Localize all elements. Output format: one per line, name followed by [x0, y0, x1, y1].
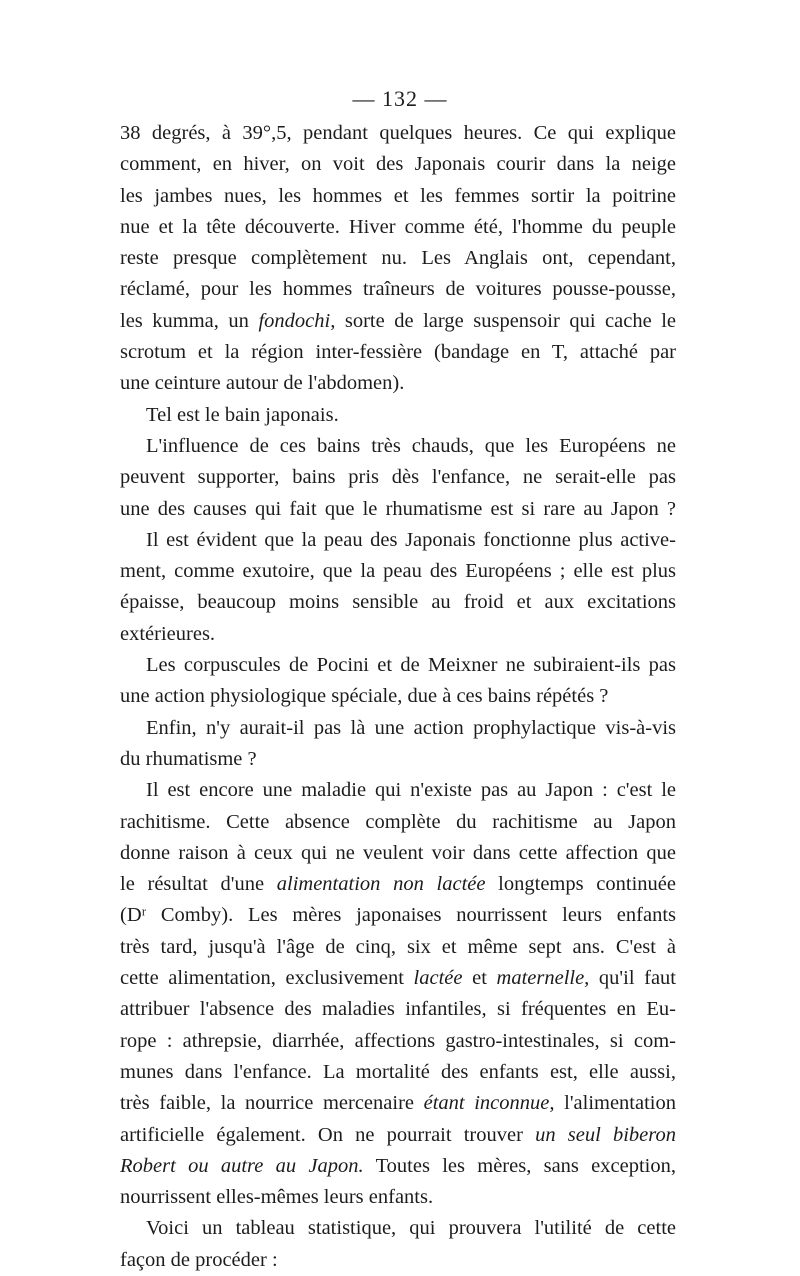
text-line: Les corpuscules de Pocini et de Meixner ne subiraient-ils pas	[146, 654, 676, 677]
text-line: 38 degrés, à 39°,5, pendant quelques heures. Ce qui explique	[120, 122, 676, 144]
text-line: une action physiologique spéciale, due à ces bains répétés ?	[120, 685, 609, 708]
text-line	[120, 1151, 676, 1182]
text-run: l'alimentation	[554, 1092, 676, 1115]
text-line: nourrissent elles-mêmes leurs enfants.	[120, 1186, 434, 1209]
text-run: sorte de large suspensoir qui cache le	[335, 309, 676, 332]
text-line: façon de procéder :	[120, 1248, 278, 1271]
italic-phrase: maternelle,	[496, 967, 590, 990]
text-line: ment, comme exutoire, que la peau des Européens ; elle est plus	[120, 560, 676, 583]
body-text	[120, 118, 676, 1276]
text-run: qu'il faut	[589, 967, 676, 990]
italic-phrase: étant inconnue,	[423, 1092, 555, 1115]
text-line: du rhumatisme ?	[120, 747, 257, 770]
text-line: une ceinture autour de l'abdomen).	[120, 372, 405, 395]
text-line: munes dans l'enfance. La mortalité des enfants est, elle aussi,	[120, 1060, 676, 1083]
italic-phrase: alimentation non lactée	[276, 873, 486, 896]
text-line: donne raison à ceux qui ne veulent voir dans cette affection que	[120, 841, 676, 864]
text-line: Il est encore une maladie qui n'existe pas au Japon : c'est le	[146, 779, 676, 802]
text-line: réclamé, pour les hommes traîneurs de voitures pousse-pousse,	[120, 278, 676, 301]
text-line: attribuer l'absence des maladies infantiles, si fréquentes en Eu-	[120, 998, 676, 1021]
text-run: très faible, la nourrice mercenaire	[120, 1092, 424, 1115]
text-line: rope : athrepsie, diarrhée, affections gastro-intestinales, si com-	[120, 1029, 676, 1052]
italic-phrase: un seul biberon	[535, 1123, 676, 1146]
text-line: Il est évident que la peau des Japonais fonctionne plus active-	[146, 528, 676, 551]
text-line: (Dʳ Comby). Les mères japonaises nourrissent leurs enfants	[120, 904, 676, 927]
italic-phrase: Robert ou autre au Japon.	[120, 1154, 364, 1177]
text-run: cette alimentation, exclusivement	[120, 967, 414, 990]
text-line: reste presque complètement nu. Les Anglais ont, cependant,	[120, 247, 676, 270]
text-line: comment, en hiver, on voit des Japonais courir dans la neige	[120, 153, 676, 176]
text-line: les jambes nues, les hommes et les femmes sortir la poitrine	[120, 184, 676, 207]
text-line	[120, 1120, 676, 1151]
text-line: extérieures.	[120, 622, 216, 645]
text-run: le résultat d'une	[120, 873, 277, 896]
text-line: L'influence de ces bains très chauds, que les Européens ne	[146, 434, 676, 457]
text-line: nue et la tête découverte. Hiver comme été, l'homme du peuple	[120, 215, 676, 238]
text-line	[120, 869, 676, 900]
text-line	[120, 963, 676, 994]
text-line: scrotum et la région inter-fessière (bandage en T, attaché par	[120, 341, 676, 364]
text-line: Tel est le bain japonais.	[146, 403, 339, 426]
text-line	[120, 306, 676, 337]
text-run: Toutes les mères, sans exception,	[363, 1154, 676, 1177]
page-number: — 132 —	[352, 86, 448, 111]
text-line: Voici un tableau statistique, qui prouvera l'utilité de cette	[146, 1217, 676, 1240]
text-line	[120, 1088, 676, 1119]
text-line: rachitisme. Cette absence complète du rachitisme au Japon	[120, 810, 676, 833]
text-line: peuvent supporter, bains pris dès l'enfance, ne serait-elle pas	[120, 466, 676, 489]
text-run: les kumma, un	[120, 309, 259, 332]
italic-phrase: lactée	[413, 967, 463, 990]
text-run: artificielle également. On ne pourrait trouver	[120, 1123, 536, 1146]
text-line: Enfin, n'y aurait-il pas là une action prophylactique vis-à-vis	[146, 716, 676, 739]
text-line: très tard, jusqu'à l'âge de cinq, six et même sept ans. C'est à	[120, 935, 676, 958]
italic-phrase: fondochi,	[258, 309, 336, 332]
text-line: une des causes qui fait que le rhumatisme est si rare au Japon ?	[120, 497, 676, 520]
text-line: épaisse, beaucoup moins sensible au froid et aux excitations	[120, 591, 676, 614]
text-run: longtemps continuée	[485, 873, 676, 896]
text-run: et	[462, 967, 497, 990]
